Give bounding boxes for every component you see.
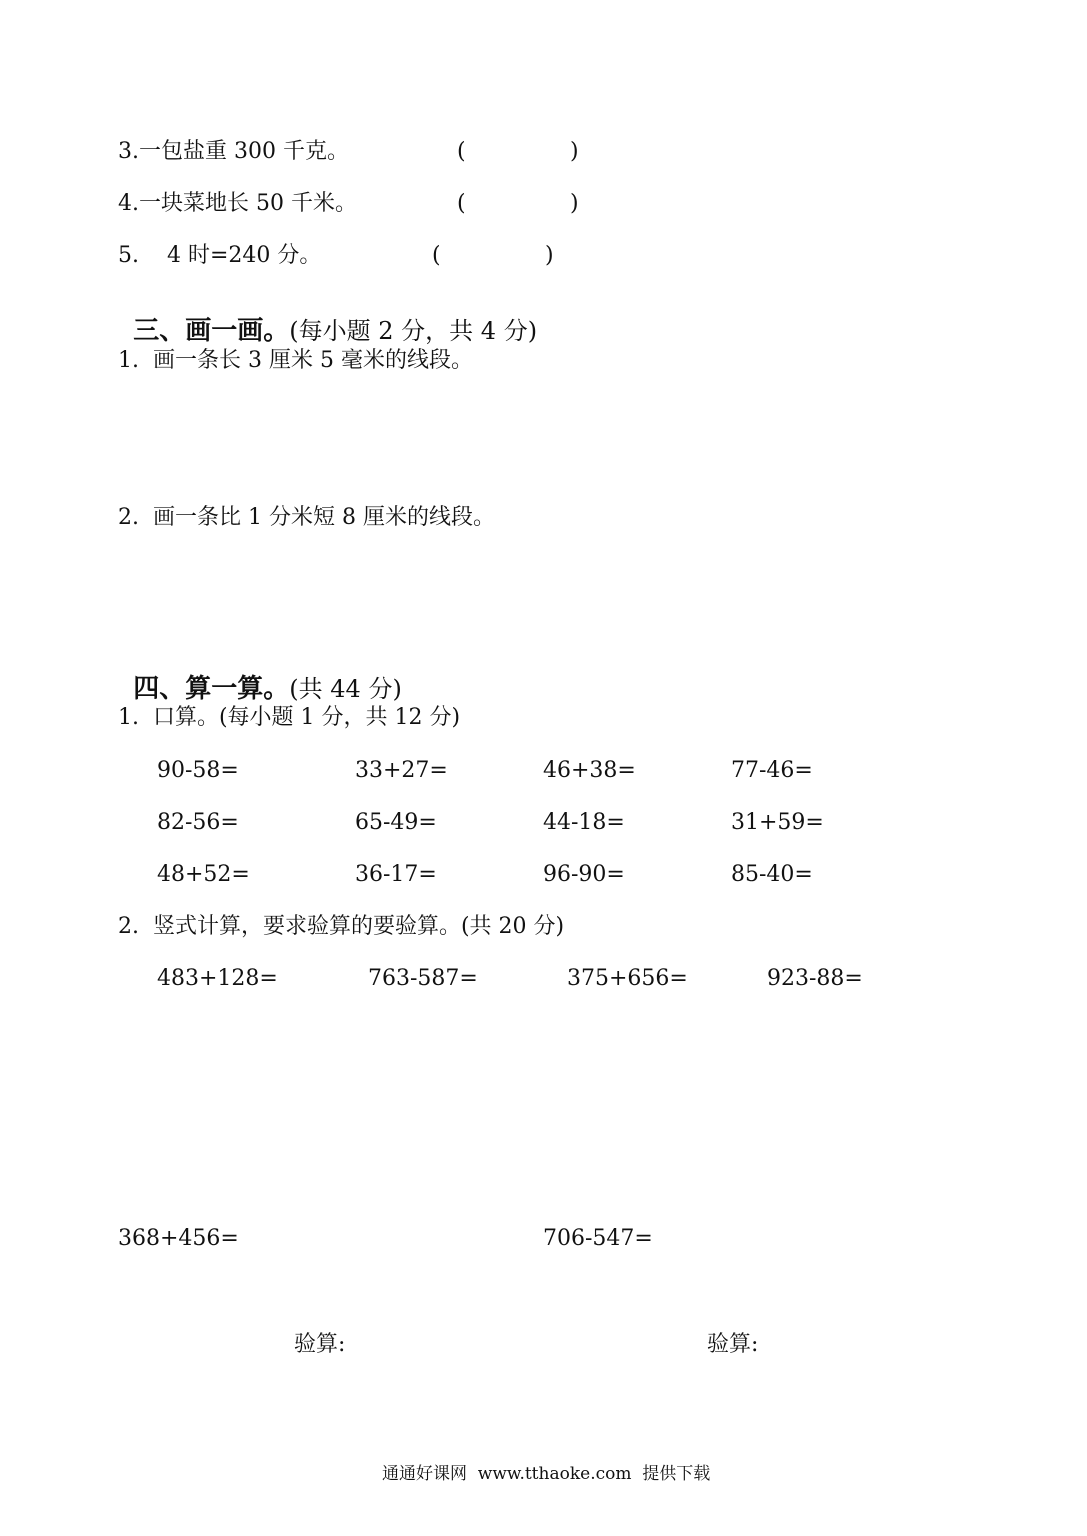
vertical-calc-problem: 706-547= [543,1226,653,1251]
vertical-calc-problem: 763-587= [368,966,478,991]
vertical-calc-label: 2. 竖式计算，要求验算的要验算。(共 20 分) [118,914,565,939]
section-3-item-1: 1. 画一条长 3 厘米 5 毫米的线段。 [118,348,473,373]
judge-item-4: 4.一块菜地长 50 千米。 [118,191,357,216]
section-4-note: (共 44 分) [289,675,402,703]
section-4-title: 四、算一算。 [133,674,290,704]
section-4-heading [118,652,402,702]
mental-math-problem: 46+38= [543,758,636,783]
judge-item-3: 3.一包盐重 300 千克。 [118,139,349,164]
mental-math-label: 1. 口算。(每小题 1 分，共 12 分) [118,705,461,730]
judge-item-5: 5. 4 时=240 分。 [118,243,322,268]
vertical-calc-problem: 483+128= [157,966,278,991]
vertical-calc-problem: 923-88= [767,966,863,991]
answer-paren-close-5: ) [545,243,554,268]
answer-paren-close-3: ) [570,139,579,164]
check-label: 验算: [707,1332,759,1357]
mental-math-problem: 77-46= [731,758,813,783]
vertical-calc-problem: 368+456= [118,1226,239,1251]
answer-paren-open-5: ( [432,243,441,268]
answer-paren-open-3: ( [457,139,466,164]
section-3-note: (每小题 2 分，共 4 分) [289,317,538,345]
vertical-calc-problem: 375+656= [567,966,688,991]
mental-math-problem: 33+27= [355,758,448,783]
mental-math-problem: 82-56= [157,810,239,835]
answer-paren-open-4: ( [457,191,466,216]
section-3-item-2: 2. 画一条比 1 分米短 8 厘米的线段。 [118,505,495,530]
answer-paren-close-4: ) [570,191,579,216]
mental-math-problem: 85-40= [731,862,813,887]
mental-math-problem: 90-58= [157,758,239,783]
mental-math-problem: 96-90= [543,862,625,887]
check-label: 验算: [294,1332,346,1357]
mental-math-problem: 48+52= [157,862,250,887]
mental-math-problem: 65-49= [355,810,437,835]
footer-credit: 通通好课网 www.tthaoke.com 提供下载 [382,1464,711,1484]
section-3-title: 三、画一画。 [133,316,290,346]
section-3-heading [118,294,537,344]
mental-math-problem: 44-18= [543,810,625,835]
mental-math-problem: 36-17= [355,862,437,887]
mental-math-problem: 31+59= [731,810,824,835]
